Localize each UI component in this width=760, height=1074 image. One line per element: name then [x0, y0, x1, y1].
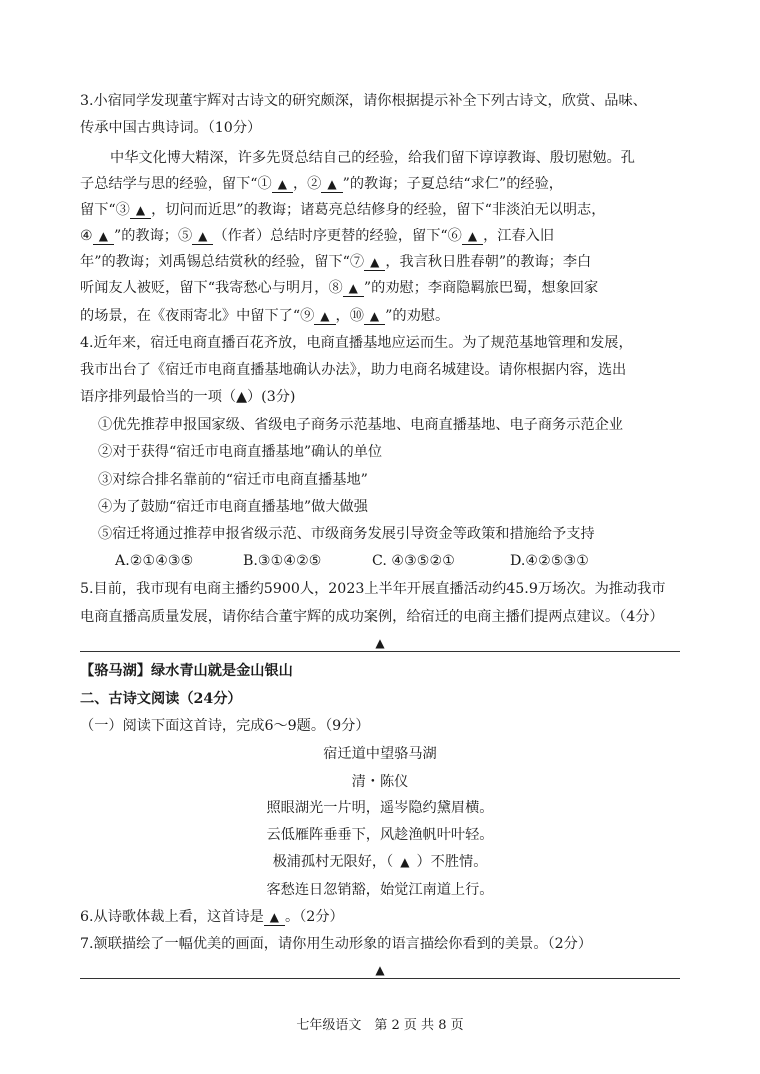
q5-answer-marker: ▲	[375, 636, 385, 650]
poem-author: 清・陈仪	[351, 774, 409, 790]
section-2-heading: 二、古诗文阅读（24分）	[80, 691, 242, 707]
fill-blank-6[interactable]: ▲	[462, 228, 483, 245]
q7-answer-marker: ▲	[375, 963, 385, 977]
q6-fill-blank[interactable]: ▲	[264, 909, 285, 926]
q7-stem: 7.颔联描绘了一幅优美的画面，请你用生动形象的语言描绘你看到的美景。（2分）	[80, 936, 593, 952]
q4-option-b[interactable]: B.③①④②⑤	[243, 553, 322, 569]
poem-line-3: 极浦孤村无限好，（ ▲ ）不胜情。	[272, 854, 488, 870]
q3-stem-line2: 传承中国古典诗词。（10分）	[80, 120, 262, 136]
q4-item-3: ③对综合排名靠前的“宿迁市电商直播基地”	[98, 472, 368, 488]
fill-blank-8[interactable]: ▲	[343, 280, 364, 297]
q3-para-line7: 的场景，在《夜雨寄北》中留下了“⑨ ▲ ，⑩ ▲ ”的劝慰。	[80, 308, 450, 324]
q4-stem-line3: 语序排列最恰当的一项（▲）(3分)	[80, 389, 296, 405]
poem-line-2: 云低雁阵垂垂下，风趁渔帆叶叶轻。	[266, 827, 494, 843]
fill-blank-1[interactable]: ▲	[272, 176, 293, 193]
q7-answer-line[interactable]	[80, 978, 680, 979]
q4-option-a[interactable]: A.②①④③⑤	[115, 553, 194, 569]
fill-blank-9[interactable]: ▲	[314, 308, 335, 325]
poem-title: 宿迁道中望骆马湖	[323, 746, 437, 762]
q4-item-2: ②对于获得“宿迁市电商直播基地”确认的单位	[98, 444, 383, 460]
fill-blank-5[interactable]: ▲	[192, 228, 213, 245]
q3-para-line1: 中华文化博大精深，许多先贤总结自己的经验，给我们留下谆谆教诲、殷切慰勉。孔	[110, 150, 635, 166]
q4-option-d[interactable]: D.④②⑤③①	[510, 553, 589, 569]
q6-stem: 6.从诗歌体裁上看，这首诗是 ▲ 。（2分）	[80, 909, 344, 925]
section-lake-heading: 【骆马湖】绿水青山就是金山银山	[80, 663, 293, 679]
q5-answer-line[interactable]	[80, 651, 680, 652]
q3-para-line5: 年”的教诲；刘禹锡总结赏秋的经验，留下“⑦ ▲ ，我言秋日胜春朝”的教诲；李白	[80, 254, 592, 270]
q4-option-c[interactable]: C. ④③⑤②①	[372, 553, 455, 569]
q3-stem-line1: 3.小宿同学发现董宇辉对古诗文的研究颇深，请你根据提示补全下列古诗文，欣赏、品味、	[80, 93, 647, 109]
q3-para-line3: 留下“③ ▲ ，切问而近思”的教诲；诸葛亮总结修身的经验，留下“非淡泊无以明志，	[80, 202, 606, 218]
q3-para-line6: 听闻友人被贬，留下“我寄愁心与明月，⑧ ▲ ”的劝慰；李商隐羁旅巴蜀，想象回家	[80, 280, 599, 296]
poem-line-4: 客愁连日忽销豁，始觉江南道上行。	[266, 882, 494, 898]
q4-stem-line1: 4.近年来，宿迁电商直播百花齐放，电商直播基地应运而生。为了规范基地管理和发展，	[80, 335, 633, 351]
q4-item-1: ①优先推荐申报国家级、省级电子商务示范基地、电商直播基地、电子商务示范企业	[98, 417, 623, 433]
fill-blank-2[interactable]: ▲	[321, 176, 342, 193]
fill-blank-10[interactable]: ▲	[364, 308, 385, 325]
q3-para-line4: ④ ▲ ”的教诲；⑤ ▲ （作者）总结时序更替的经验，留下“⑥ ▲ ，江春入旧	[80, 228, 555, 244]
q4-stem-line2: 我市出台了《宿迁市电商直播基地确认办法》，助力电商名城建设。请你根据内容，选出	[80, 362, 627, 378]
poem-line-1: 照眼湖光一片明，遥岑隐约黛眉横。	[266, 800, 494, 816]
q3-para-line2: 子总结学与思的经验，留下“① ▲ ，② ▲ ”的教诲；子夏总结“求仁”的经验，	[80, 176, 563, 192]
poem-fill-blank[interactable]: ▲	[400, 855, 410, 869]
q4-item-4: ④为了鼓励“宿迁市电商直播基地”做大做强	[98, 499, 368, 515]
fill-blank-4[interactable]: ▲	[93, 228, 114, 245]
q5-stem-line1: 5.目前，我市现有电商主播约5900人，2023上半年开展直播活动约45.9万场次。为推动我市	[80, 581, 666, 597]
page-footer: 七年级语文 第 2 页 共 8 页	[296, 1018, 464, 1033]
fill-blank-7[interactable]: ▲	[364, 254, 385, 271]
q4-item-5: ⑤宿迁将通过推荐申报省级示范、市级商务发展引导资金等政策和措施给予支持	[98, 526, 595, 542]
fill-blank-3[interactable]: ▲	[130, 202, 151, 219]
part-1-instructions: （一）阅读下面这首诗，完成6～9题。（9分）	[80, 718, 370, 734]
q5-stem-line2: 电商直播高质量发展，请你结合董宇辉的成功案例，给宿迁的电商主播们提两点建议。（4分）	[80, 609, 664, 625]
